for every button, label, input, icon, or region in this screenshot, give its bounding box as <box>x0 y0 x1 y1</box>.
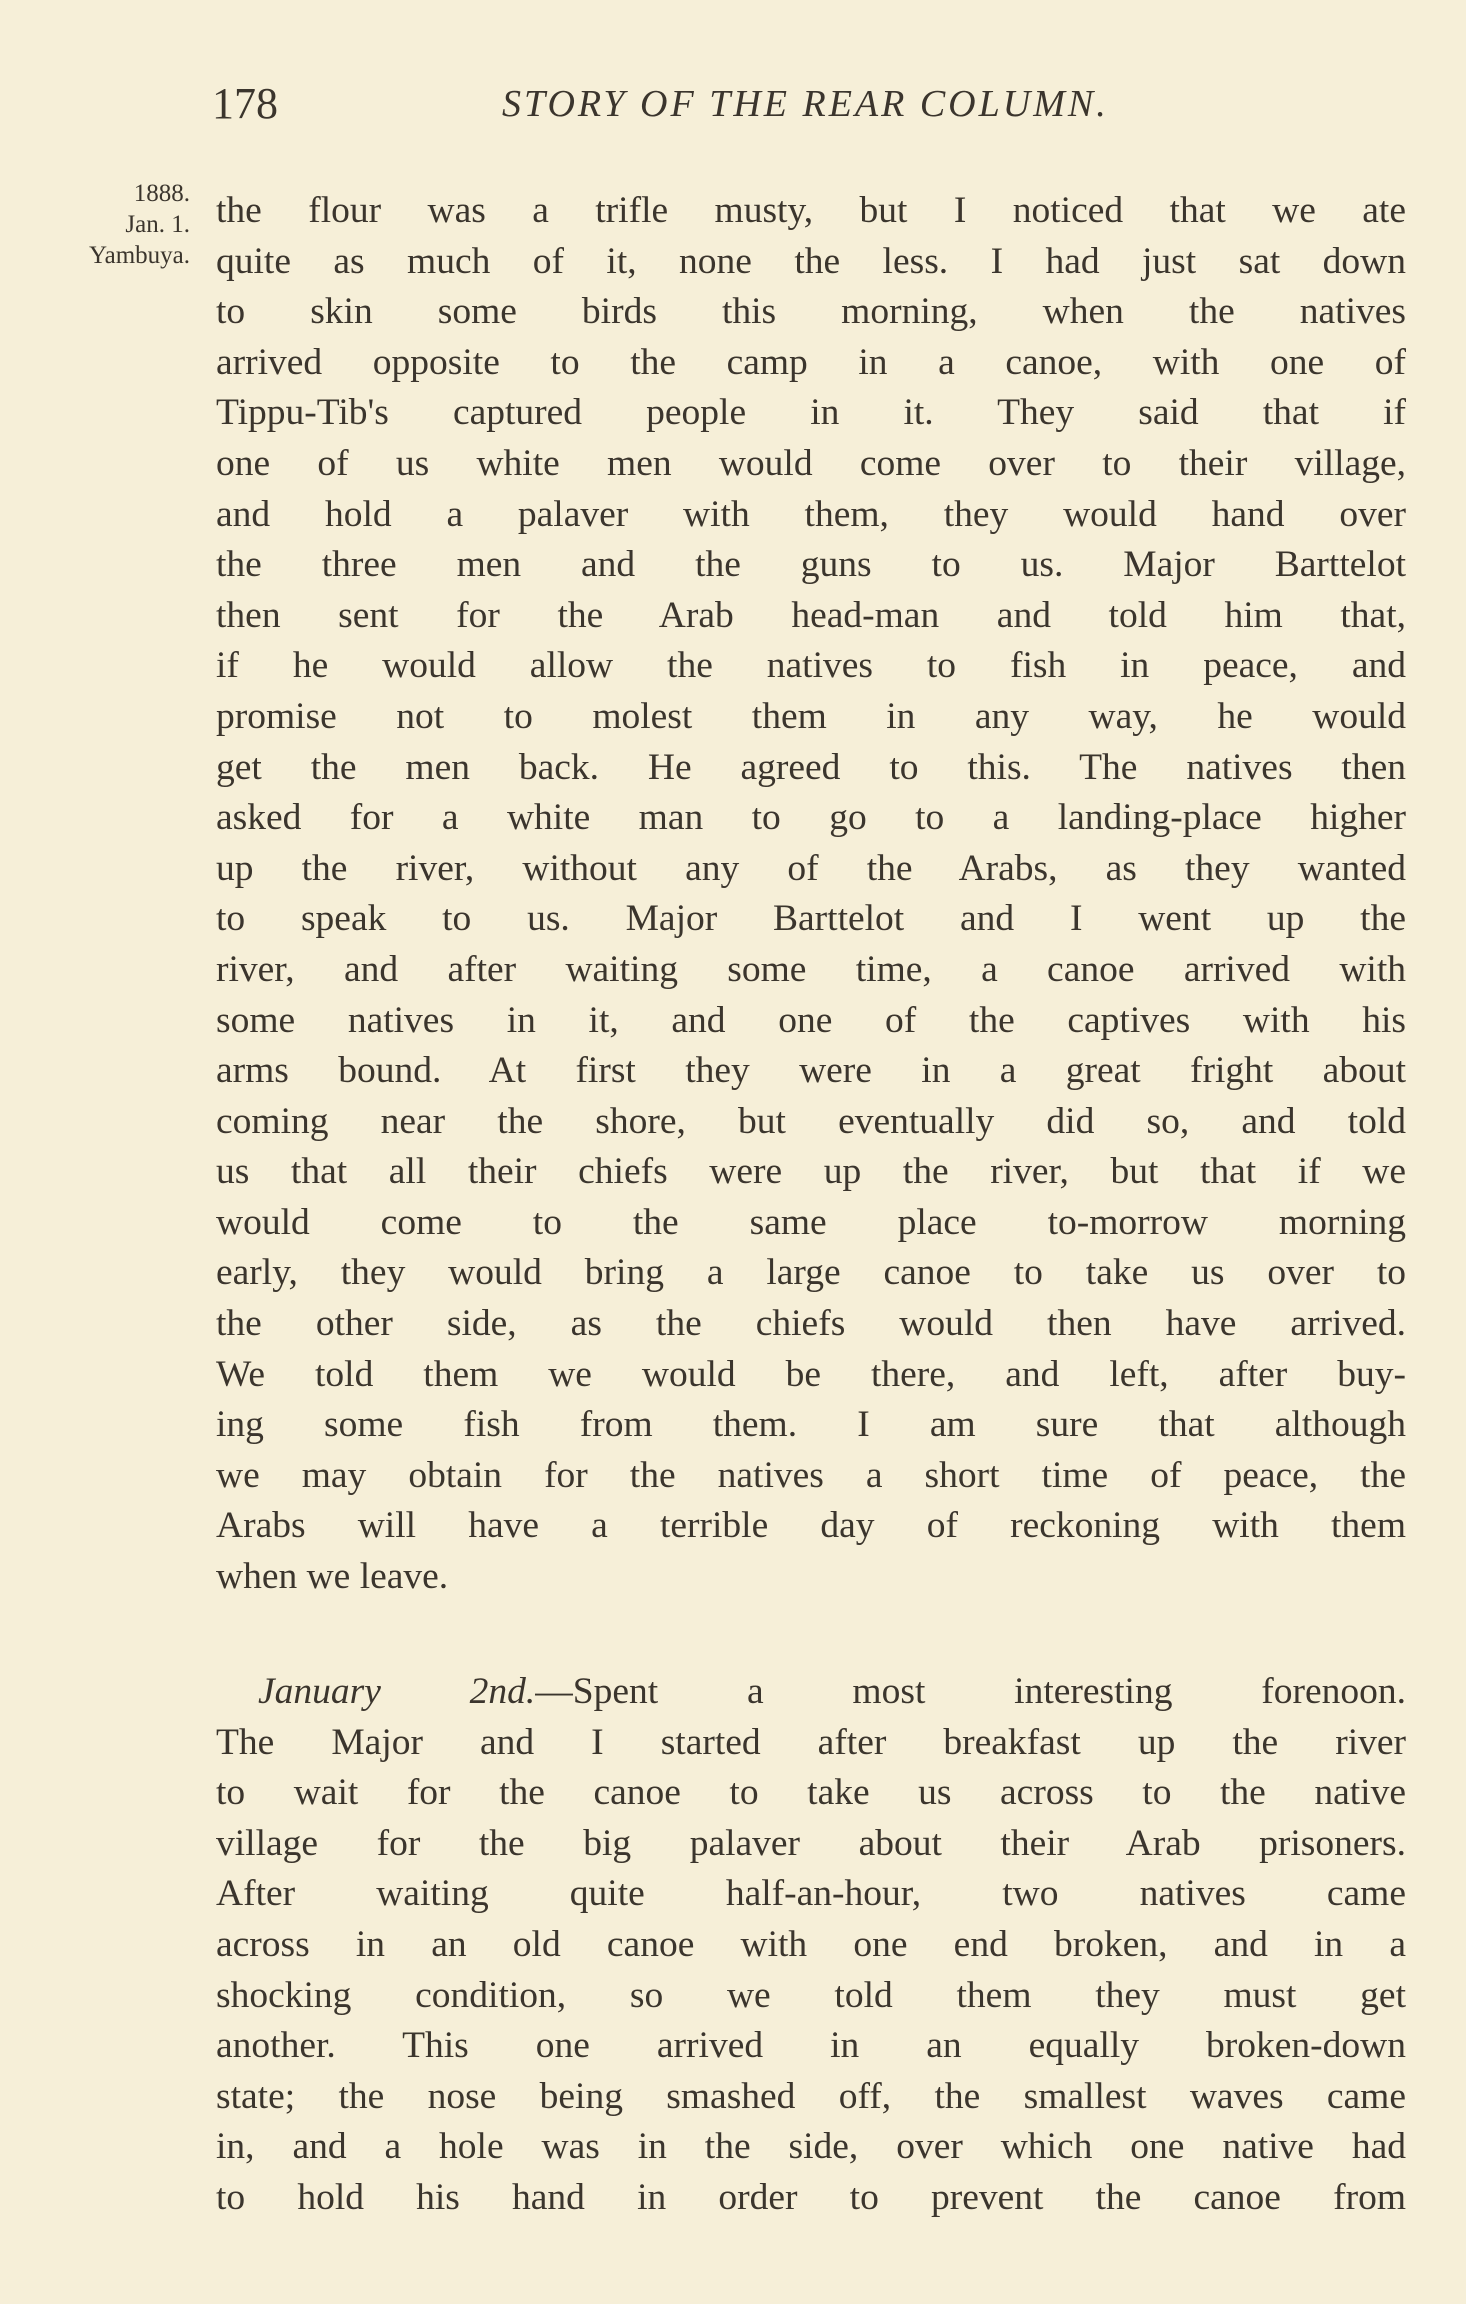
paragraph-1 <box>216 186 1406 1603</box>
paragraph-line: we may obtain for the natives a short time of peace, the <box>216 1454 1406 1496</box>
paragraph-2 <box>216 1667 1406 2224</box>
running-header <box>212 78 1402 138</box>
paragraph-line: river, and after waiting some time, a canoe arrived with <box>216 948 1406 990</box>
running-title: STORY OF THE REAR COLUMN. <box>502 83 1109 125</box>
paragraph-line: up the river, without any of the Arabs, as they wanted <box>216 847 1406 889</box>
paragraph-line: promise not to molest them in any way, he would <box>216 695 1406 737</box>
paragraph-line: would come to the same place to-morrow morning <box>216 1201 1406 1243</box>
paragraph-line: if he would allow the natives to fish in peace, and <box>216 645 1406 687</box>
margin-note <box>60 178 190 271</box>
paragraph-line: when we leave. <box>216 1556 449 1598</box>
paragraph-line: across in an old canoe with one end broken, and in a <box>216 1923 1406 1965</box>
paragraph-line: quite as much of it, none the less. I had just sat down <box>216 240 1406 282</box>
paragraph-line: to wait for the canoe to take us across to the native <box>216 1772 1406 1814</box>
paragraph-line: Tippu-Tib's captured people in it. They said that if <box>216 392 1406 434</box>
paragraph-line: The Major and I started after breakfast up the river <box>216 1721 1406 1763</box>
paragraph-line: the other side, as the chiefs would then have arrived. <box>216 1303 1406 1345</box>
paragraph-line: state; the nose being smashed off, the smallest waves came <box>216 2075 1406 2117</box>
paragraph-line: Arabs will have a terrible day of reckoning with them <box>216 1505 1406 1547</box>
paragraph-line: early, they would bring a large canoe to take us over to <box>216 1252 1406 1294</box>
page-number: 178 <box>212 79 278 128</box>
paragraph-line: another. This one arrived in an equally broken-down <box>216 2025 1406 2067</box>
paragraph-line: to hold his hand in order to prevent the canoe from <box>216 2176 1406 2218</box>
paragraph-line: village for the big palaver about their Arab prisoners. <box>216 1822 1406 1864</box>
paragraph-line <box>216 1667 1406 1718</box>
paragraph-line: shocking condition, so we told them they must get <box>216 1974 1406 2016</box>
paragraph-line: some natives in it, and one of the captives with his <box>216 999 1406 1041</box>
margin-year: 1888. <box>133 180 190 207</box>
paragraph-line: then sent for the Arab head-man and told him that, <box>216 594 1406 636</box>
paragraph-line: arrived opposite to the camp in a canoe, with one of <box>216 341 1406 383</box>
paragraph-line: the three men and the guns to us. Major Barttelot <box>216 544 1406 586</box>
paragraph-line: asked for a white man to go to a landing-place higher <box>216 797 1406 839</box>
paragraph-line: and hold a palaver with them, they would hand over <box>216 493 1406 535</box>
line-text: —Spent a most interesting forenoon. <box>535 1671 1406 1712</box>
paragraph-line: in, and a hole was in the side, over which one native had <box>216 2126 1406 2168</box>
paragraph-line: one of us white men would come over to their village, <box>216 442 1406 484</box>
paragraph-line: to skin some birds this morning, when the natives <box>216 291 1406 333</box>
margin-date: Jan. 1. <box>125 211 190 238</box>
paragraph-line: We told them we would be there, and left, after buy- <box>216 1353 1406 1395</box>
paragraph-line: coming near the shore, but eventually did so, and told <box>216 1100 1406 1142</box>
paragraph-line: arms bound. At first they were in a great fright about <box>216 1050 1406 1092</box>
paragraph-line: the flour was a trifle musty, but I noticed that we ate <box>216 190 1406 231</box>
paragraph-line: us that all their chiefs were up the river, but that if we <box>216 1151 1406 1193</box>
entry-date: January 2nd. <box>258 1671 536 1712</box>
paragraph-line: ing some fish from them. I am sure that although <box>216 1404 1406 1446</box>
paragraph-line: to speak to us. Major Barttelot and I went up the <box>216 898 1406 940</box>
paragraph-line: get the men back. He agreed to this. The natives then <box>216 746 1406 788</box>
paragraph-line: After waiting quite half-an-hour, two natives came <box>216 1873 1406 1915</box>
margin-place: Yambuya. <box>89 242 190 269</box>
